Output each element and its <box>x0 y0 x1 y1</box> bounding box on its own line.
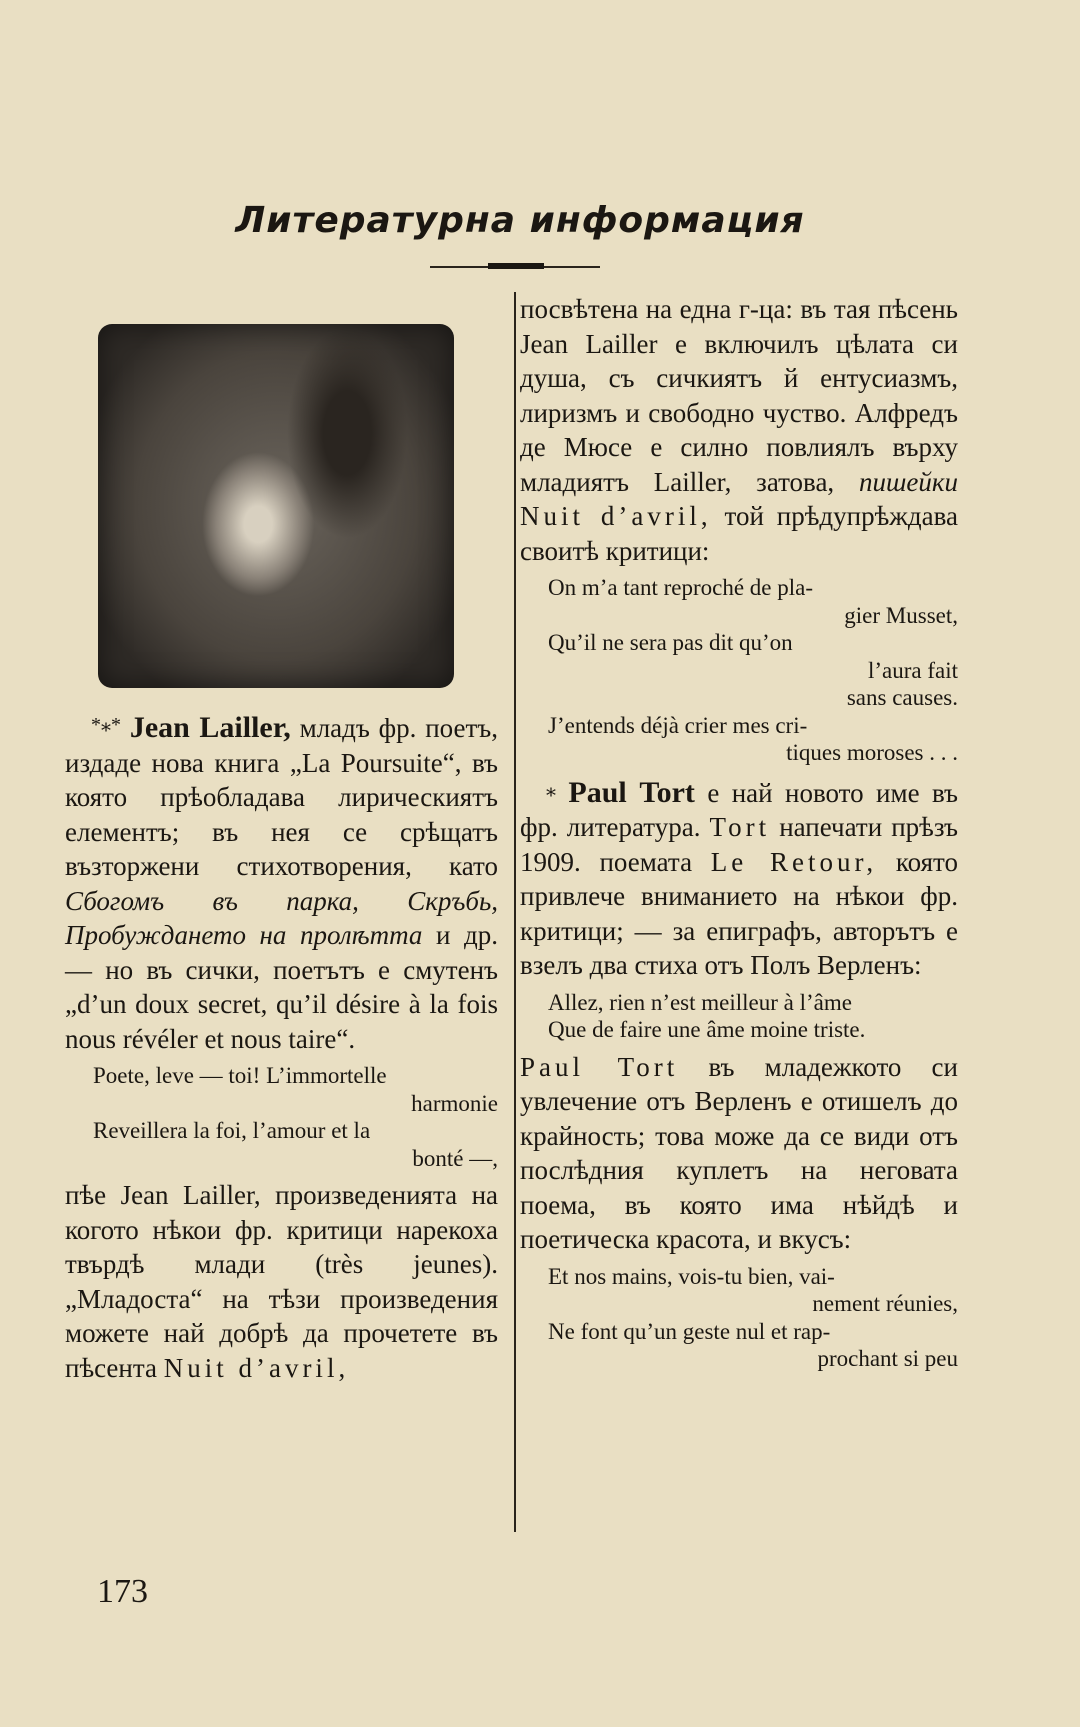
verse-line: tiques moroses . . . <box>786 740 958 765</box>
emphasis: пишейки <box>859 466 958 497</box>
verse-line: sans causes. <box>846 685 958 710</box>
verse-line: l’aura fait <box>867 657 958 683</box>
poem-title: Le Retour, <box>710 846 878 877</box>
asterism-icon: ⁎ <box>546 778 556 801</box>
author-name: Paul Tort <box>520 1051 679 1082</box>
verse-line: nement réunies, <box>812 1291 958 1316</box>
paragraph-text: е най новото име въ фр. литература. <box>520 777 958 842</box>
paragraph-text: той прѣдупрѣждава своитѣ критици: <box>520 501 958 566</box>
paragraph-text: напечати прѣзъ 1909. поемата <box>520 812 958 877</box>
poem-title: Nuit d’avril, <box>520 501 712 531</box>
title-rule-accent <box>488 263 544 269</box>
paragraph-text: която привлече вниманието на нѣкои фр. критици; — за епиграфъ, авторътъ е взелъ два стиха отъ Полъ Верленъ: <box>520 846 958 980</box>
author-name-tort: Paul Tort <box>568 775 695 809</box>
verse-line: Qu’il ne sera pas dit qu’on <box>548 630 793 655</box>
paragraph-text: пѣе Jean Lailler, произведенията на когото нѣкои фр. критици нарекоха твърдѣ млади (très jeunes). „Младоста“ на тѣзи произведения можете най добрѣ да прочетете въ пѣсента <box>65 1180 498 1383</box>
left-column <box>65 708 498 1385</box>
poem-title: Nuit d’avril, <box>163 1352 350 1383</box>
verse-quote-2 <box>548 574 958 767</box>
verse-line: gier Musset, <box>844 602 958 628</box>
right-column <box>520 292 958 1379</box>
author-name: Tort <box>709 812 771 842</box>
column-divider <box>514 292 516 1532</box>
verse-quote-3 <box>548 989 958 1044</box>
verse-line: On m’a tant reproché de pla- <box>548 575 814 600</box>
verse-line: Allez, rien n’est meilleur à l’âme <box>548 989 852 1015</box>
article-lailler-continuation <box>520 292 958 568</box>
article-tort-paragraph <box>520 773 958 983</box>
verse-line: Poete, leve — toi! L’immortelle <box>93 1063 387 1088</box>
verse-line: prochant si peu <box>817 1346 958 1371</box>
paragraph-text: младъ фр. поетъ, издаде нова книга „La Poursuite“, въ която прѣобладава лирическиятъ елементъ; въ нея се срѣщатъ възторжени стихотворения, като <box>65 713 499 881</box>
page-number: 173 <box>97 1573 148 1610</box>
article-tort-paragraph-2 <box>520 1050 958 1257</box>
verse-line: bonté —, <box>412 1145 498 1171</box>
verse-quote-1 <box>93 1062 498 1172</box>
verse-quote-4 <box>548 1263 958 1373</box>
paragraph-text: и др. — но въ сички, поетътъ е смутенъ „d’un doux secret, qu’il désire à la fois nous révéler et nous taire“. <box>65 920 498 1054</box>
portrait-illustration <box>98 324 454 688</box>
verse-line: harmonie <box>411 1090 498 1116</box>
paragraph-text: въ младежкото си увлечение отъ Верленъ е отишелъ до крайность; това може да се види отъ послѣдния куплетъ на неговата поема, въ която има нѣйдѣ и поетическа красота, и вкусъ: <box>520 1051 958 1254</box>
verse-line: J’entends déjà crier mes cri- <box>548 712 808 738</box>
verse-line: Et nos mains, vois-tu bien, vai- <box>548 1263 835 1289</box>
article-lailler-paragraph-2 <box>65 1178 498 1385</box>
page-title: Литературна информация <box>235 200 805 241</box>
paragraph-text: посвѣтена на една г-ца: въ тая пѣсень Jean Lailler е включилъ цѣлата си душа, съ сичкиятъ й ентусиазмъ, лиризмъ и свободно чуство. Алфредъ де Мюсе е силно повлиялъ върху младиятъ Lailler, затова, <box>520 294 958 497</box>
article-lailler-paragraph <box>65 708 498 1056</box>
verse-line: Reveillera la foi, l’amour et la <box>93 1118 371 1143</box>
asterism-icon: *⁎* <box>91 714 121 736</box>
poem-titles: Сбогомъ въ парка, Скръбь, Пробуждането на пролѣтта <box>65 885 498 950</box>
author-name-lailler: Jean Lailler, <box>129 711 291 744</box>
verse-line: Que de faire une âme moine triste. <box>548 1017 866 1042</box>
verse-line: Ne font qu’un geste nul et rap- <box>548 1318 831 1344</box>
